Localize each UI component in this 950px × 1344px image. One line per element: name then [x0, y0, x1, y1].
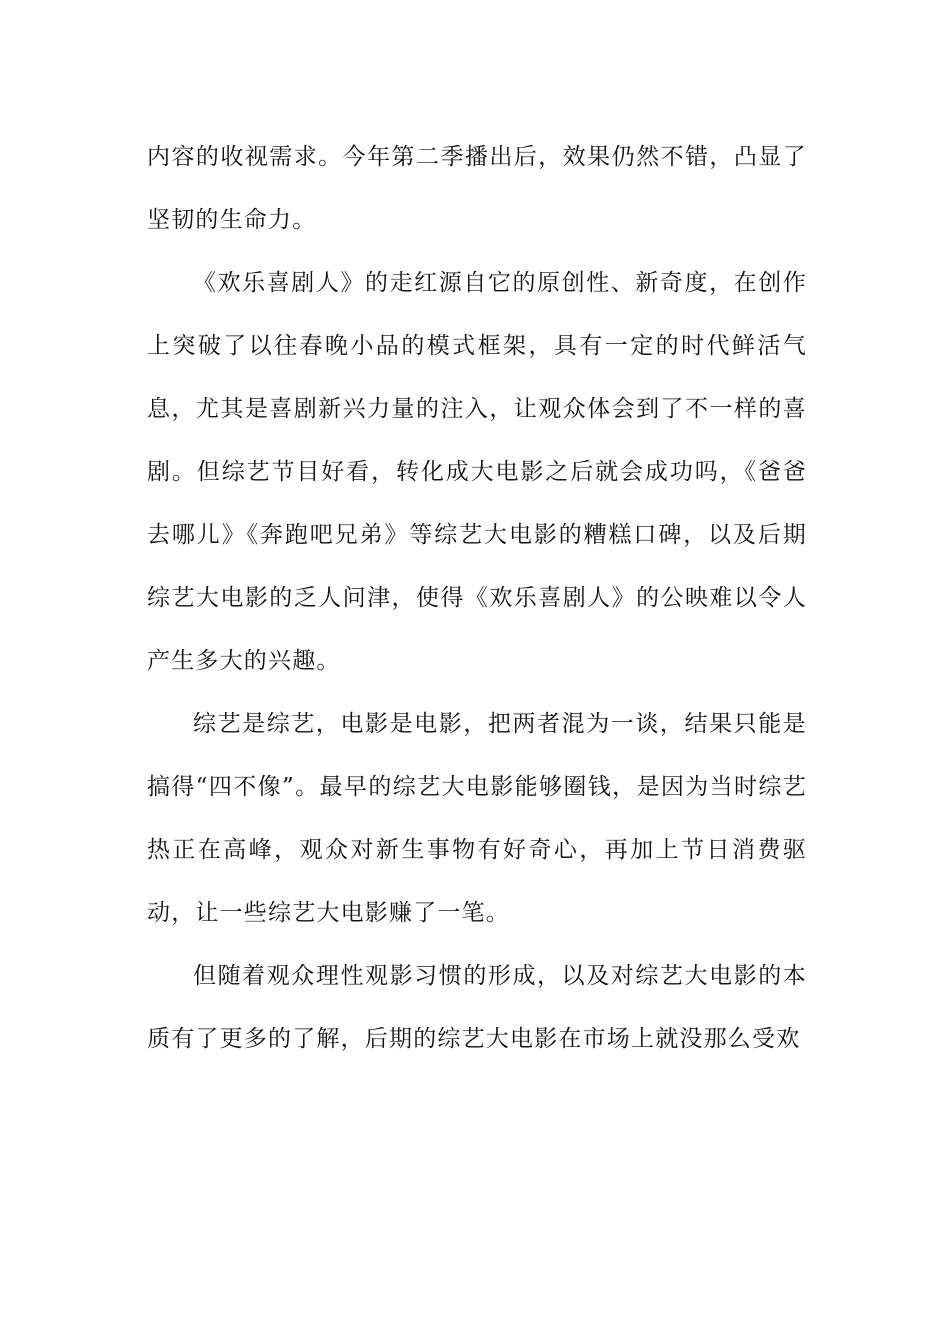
- paragraph-2: 《欢乐喜剧人》的走红源自它的原创性、新奇度，在创作上突破了以往春晚小品的模式框架，具有一定的时代鲜活气息，尤其是喜剧新兴力量的注入，让观众体会到了不一样的喜剧。但综艺节目好看，转化成大电影之后就会成功吗，《爸爸去哪儿》《奔跑吧兄弟》等综艺大电影的糟糕口碑，以及后期综艺大电影的乏人问津，使得《欢乐喜剧人》的公映难以令人产生多大的兴趣。: [147, 270, 807, 674]
- paragraph-1: 内容的收视需求。今年第二季播出后，效果仍然不错，凸显了坚韧的生命力。: [147, 144, 807, 233]
- paragraph-3: 综艺是综艺，电影是电影，把两者混为一谈，结果只能是搞得“四不像”。最早的综艺大电影能够圈钱，是因为当时综艺热正在高峰，观众对新生事物有好奇心，再加上节日消费驱动，让一些综艺大电影赚了一笔。: [147, 711, 807, 926]
- body-text: [147, 126, 807, 1071]
- paragraph-4: 但随着观众理性观影习惯的形成，以及对综艺大电影的本质有了更多的了解，后期的综艺大电影在市场上就没那么受欢: [147, 963, 807, 1052]
